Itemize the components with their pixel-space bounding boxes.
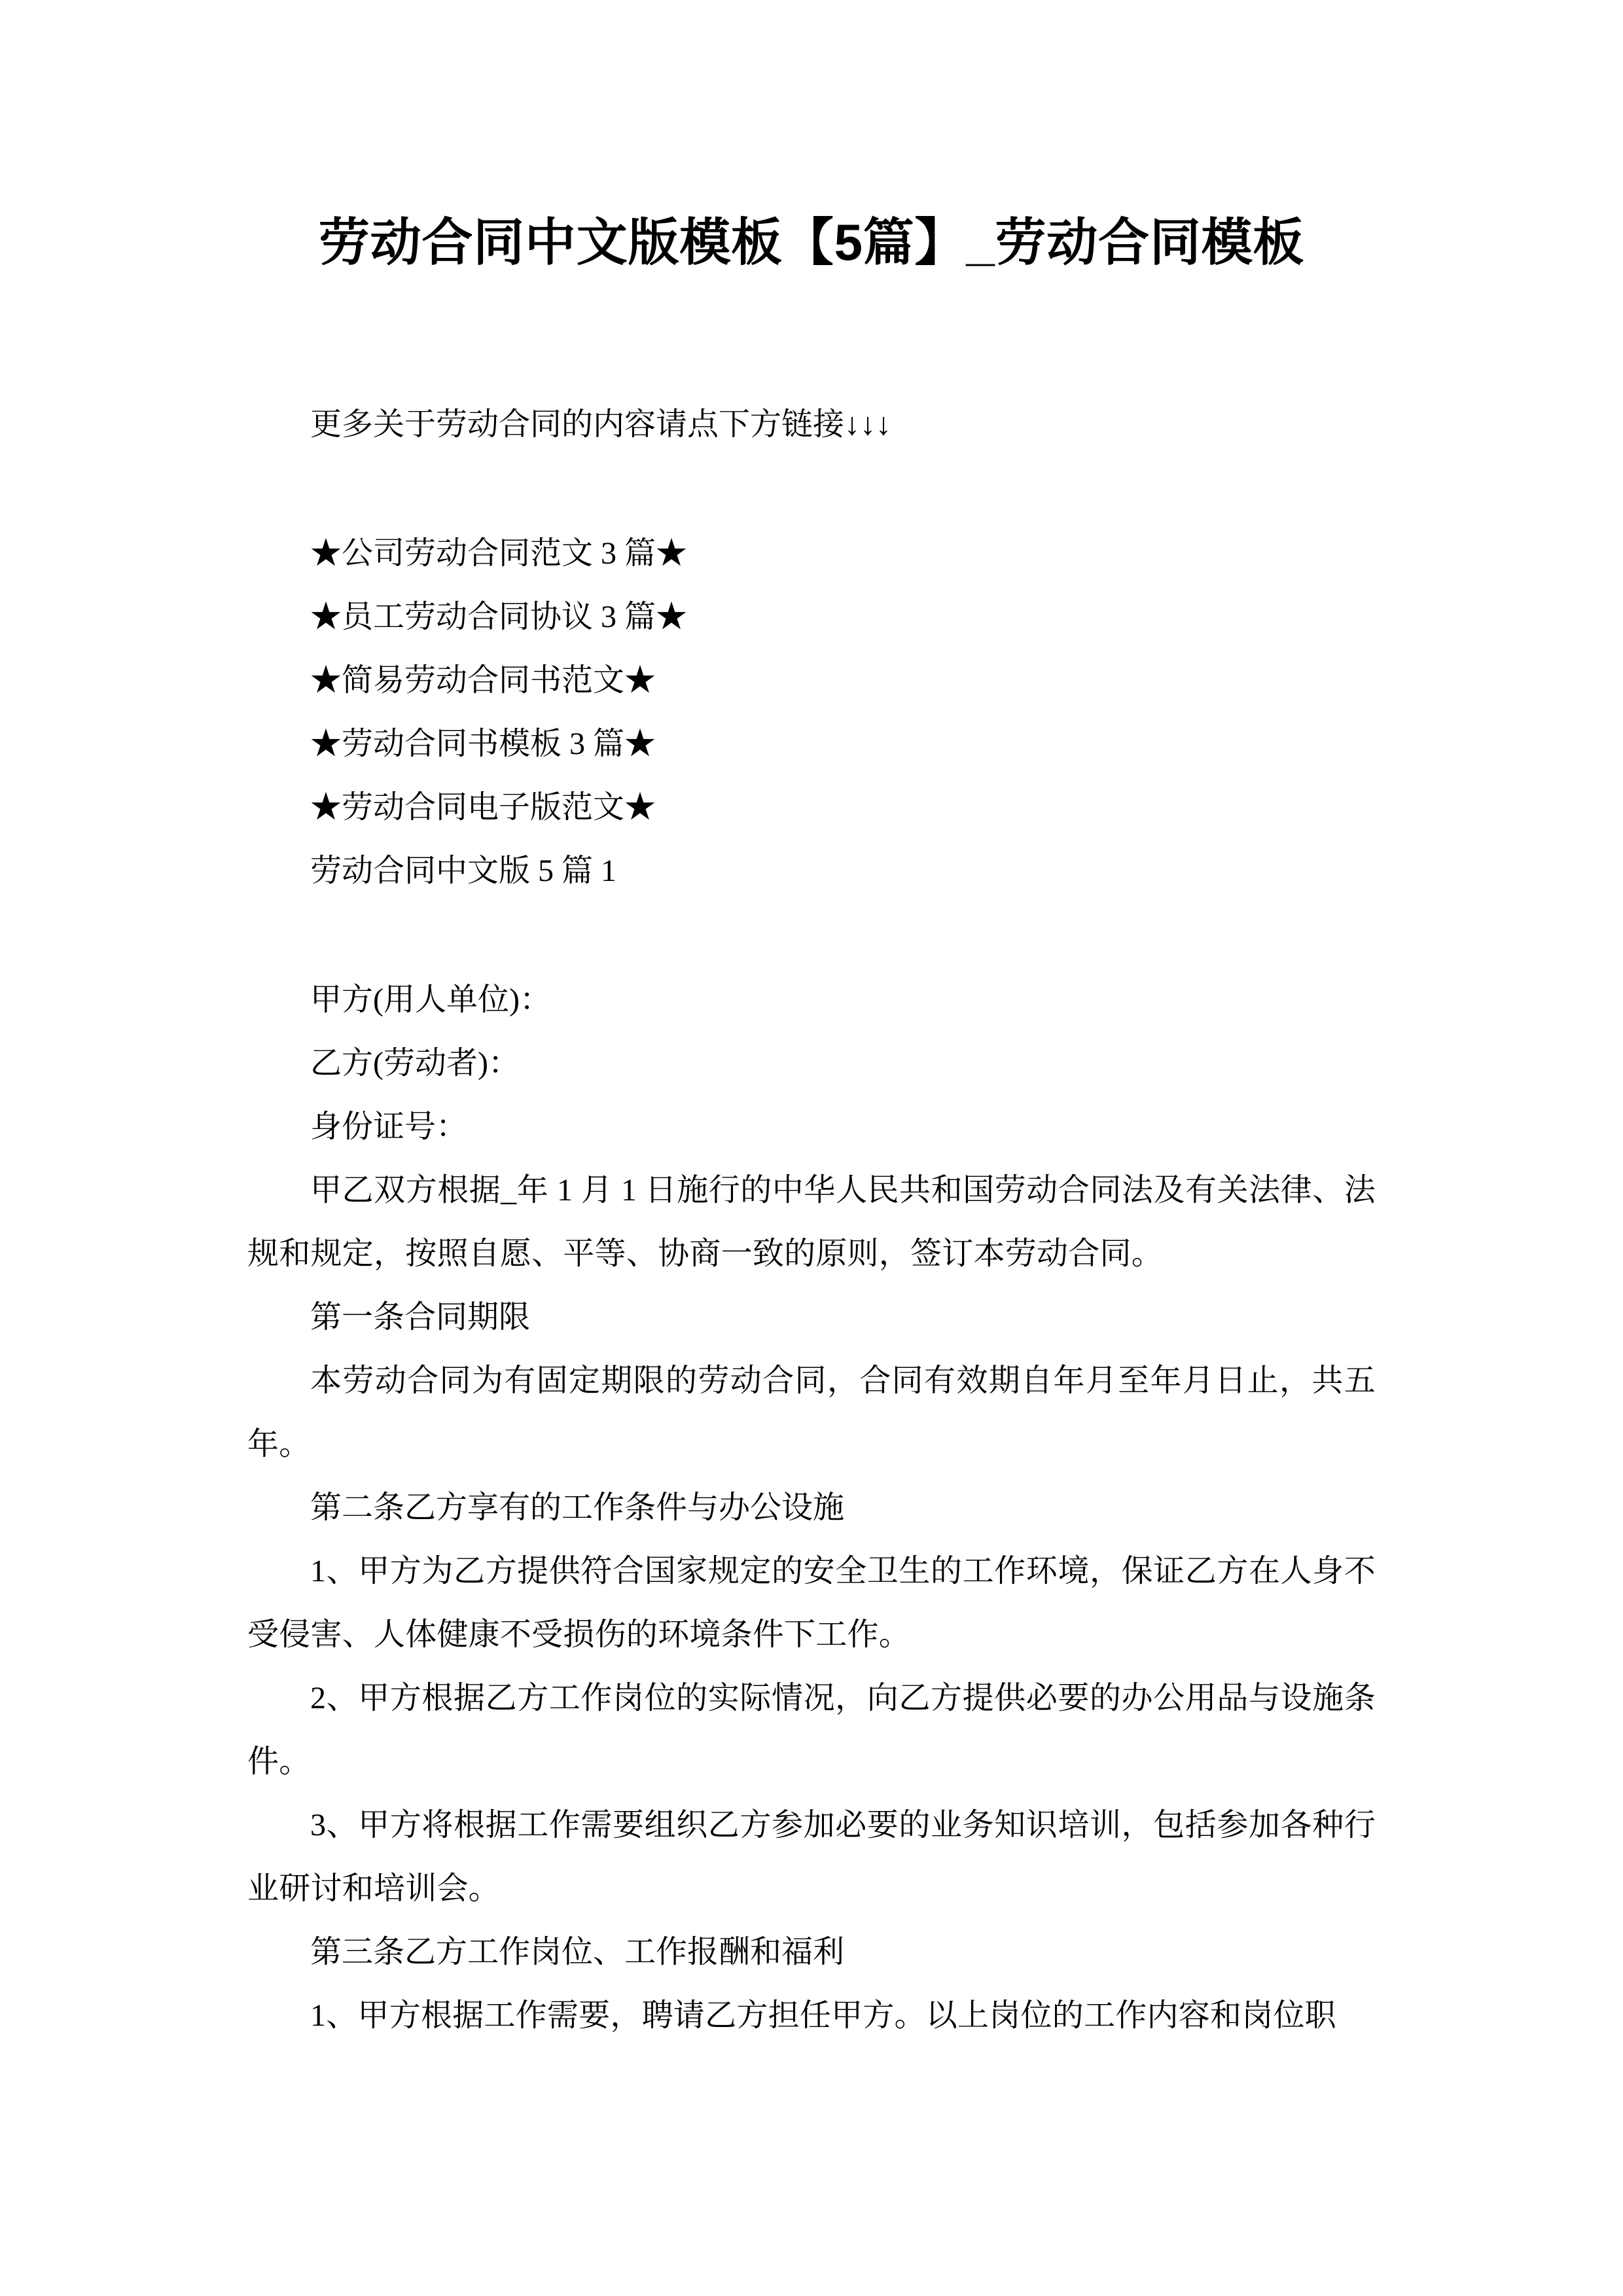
party-line-id-number: 身份证号： xyxy=(310,1109,468,1144)
spacer xyxy=(247,903,1376,968)
article-2-heading: 第二条乙方享有的工作条件与办公设施 xyxy=(310,1490,845,1525)
related-link-4[interactable]: ★劳动合同书模板 3 篇★ xyxy=(310,726,656,761)
article-1-heading: 第一条合同期限 xyxy=(310,1300,531,1335)
article-2-item-1: 1、甲方为乙方提供符合国家规定的安全卫生的工作环境，保证乙方在人身不受侵害、人体健康不受损伤的环境条件下工作。 xyxy=(247,1554,1376,1652)
intro-line: 更多关于劳动合同的内容请点下方链接↓↓↓ xyxy=(310,407,892,442)
article-2-item-3: 3、甲方将根据工作需要组织乙方参加必要的业务知识培训，包括参加各种行业研讨和培训会。 xyxy=(247,1808,1376,1906)
document-body xyxy=(247,393,1376,2047)
article-3-item-1: 1、甲方根据工作需要，聘请乙方担任甲方。以上岗位的工作内容和岗位职 xyxy=(310,1998,1336,2033)
page-title: 劳动合同中文版模板【5篇】_劳动合同模板 xyxy=(318,213,1305,272)
article-2-item-2: 2、甲方根据乙方工作岗位的实际情况，向乙方提供必要的办公用品与设施条件。 xyxy=(247,1681,1376,1779)
spacer xyxy=(247,456,1376,522)
related-link-5[interactable]: ★劳动合同电子版范文★ xyxy=(310,790,656,825)
article-3-heading: 第三条乙方工作岗位、工作报酬和福利 xyxy=(310,1935,845,1969)
preamble-paragraph: 甲乙双方根据_年 1 月 1 日施行的中华人民共和国劳动合同法及有关法律、法规和规定，按照自愿、平等、协商一致的原则，签订本劳动合同。 xyxy=(247,1173,1376,1271)
article-1-item-1: 本劳动合同为有固定期限的劳动合同，合同有效期自年月至年月日止，共五年。 xyxy=(247,1363,1376,1462)
related-link-3[interactable]: ★简易劳动合同书范文★ xyxy=(310,663,656,698)
related-link-1[interactable]: ★公司劳动合同范文 3 篇★ xyxy=(310,536,688,571)
section-heading: 劳动合同中文版 5 篇 1 xyxy=(310,853,617,888)
related-link-2[interactable]: ★员工劳动合同协议 3 篇★ xyxy=(310,600,688,634)
party-line-yifang: 乙方(劳动者)： xyxy=(310,1046,520,1081)
party-line-jiafang: 甲方(用人单位)： xyxy=(310,982,551,1017)
